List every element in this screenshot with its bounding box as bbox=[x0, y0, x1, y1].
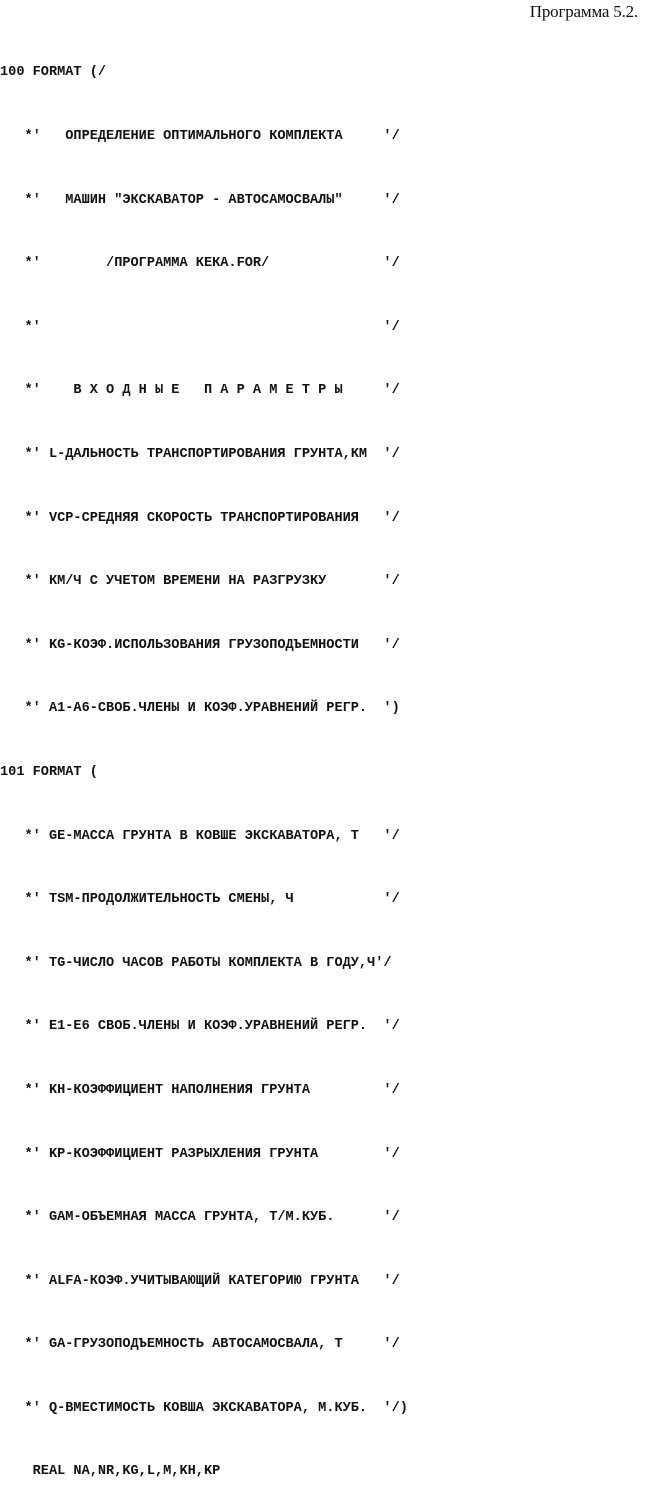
code-line: *' В Х О Д Н Ы Е П А Р А М Е Т Р Ы '/ bbox=[0, 383, 400, 399]
code-line: *' TG-ЧИСЛО ЧАСОВ РАБОТЫ КОМПЛЕКТА В ГОДУ,Ч'/ bbox=[0, 955, 392, 971]
code-line: *' МАШИН "ЭКСКАВАТОР - АВТОСАМОСВАЛЫ" '/ bbox=[0, 192, 400, 208]
code-line: *' '/ bbox=[0, 319, 400, 335]
code-line: *' A1-A6-СВОБ.ЧЛЕНЫ И КОЭФ.УРАВНЕНИЙ РЕГР. ') bbox=[0, 701, 400, 717]
code-line: *' GE-МАССА ГРУНТА В КОВШЕ ЭКСКАВАТОРА, Т '/ bbox=[0, 828, 400, 844]
code-line: *' TSM-ПРОДОЛЖИТЕЛЬНОСТЬ СМЕНЫ, Ч '/ bbox=[0, 892, 400, 908]
code-line: *' VCP-СРЕДНЯЯ СКОРОСТЬ ТРАНСПОРТИРОВАНИЯ '/ bbox=[0, 510, 400, 526]
code-line: *' KH-КОЭФФИЦИЕНТ НАПОЛНЕНИЯ ГРУНТА '/ bbox=[0, 1082, 400, 1098]
code-line: *' L-ДАЛЬНОСТЬ ТРАНСПОРТИРОВАНИЯ ГРУНТА,КМ '/ bbox=[0, 446, 400, 462]
code-line: REAL NA,NR,KG,L,M,KH,KP bbox=[0, 1464, 221, 1480]
code-line: 100 FORMAT (/ bbox=[0, 65, 107, 81]
code-line: *' KG-КОЭФ.ИСПОЛЬЗОВАНИЯ ГРУЗОПОДЪЕМНОСТИ '/ bbox=[0, 637, 400, 653]
code-line: *' E1-E6 СВОБ.ЧЛЕНЫ И КОЭФ.УРАВНЕНИЙ РЕГР. '/ bbox=[0, 1019, 400, 1035]
code-line: *' GA-ГРУЗОПОДЪЕМНОСТЬ АВТОСАМОСВАЛА, Т '/ bbox=[0, 1337, 400, 1353]
code-line: *' /ПРОГРАММА КЕКА.FOR/ '/ bbox=[0, 256, 400, 272]
program-heading: Программа 5.2. bbox=[529, 2, 638, 21]
code-line: 101 FORMAT ( bbox=[0, 764, 98, 780]
code-line: *' ALFA-КОЭФ.УЧИТЫВАЮЩИЙ КАТЕГОРИЮ ГРУНТА '/ bbox=[0, 1273, 400, 1289]
code-line: *' KP-КОЭФФИЦИЕНТ РАЗРЫХЛЕНИЯ ГРУНТА '/ bbox=[0, 1146, 400, 1162]
code-line: *' Q-ВМЕСТИМОСТЬ КОВША ЭКСКАВАТОРА, М.КУБ. '/) bbox=[0, 1400, 408, 1416]
code-line: *' GAM-ОБЪЕМНАЯ МАССА ГРУНТА, Т/М.КУБ. '/ bbox=[0, 1210, 400, 1226]
code-line: *' КМ/Ч С УЧЕТОМ ВРЕМЕНИ НА РАЗГРУЗКУ '/ bbox=[0, 574, 400, 590]
code-line: *' ОПРЕДЕЛЕНИЕ ОПТИМАЛЬНОГО КОМПЛЕКТА '/ bbox=[0, 129, 400, 144]
fortran-code-block bbox=[0, 20, 646, 1504]
